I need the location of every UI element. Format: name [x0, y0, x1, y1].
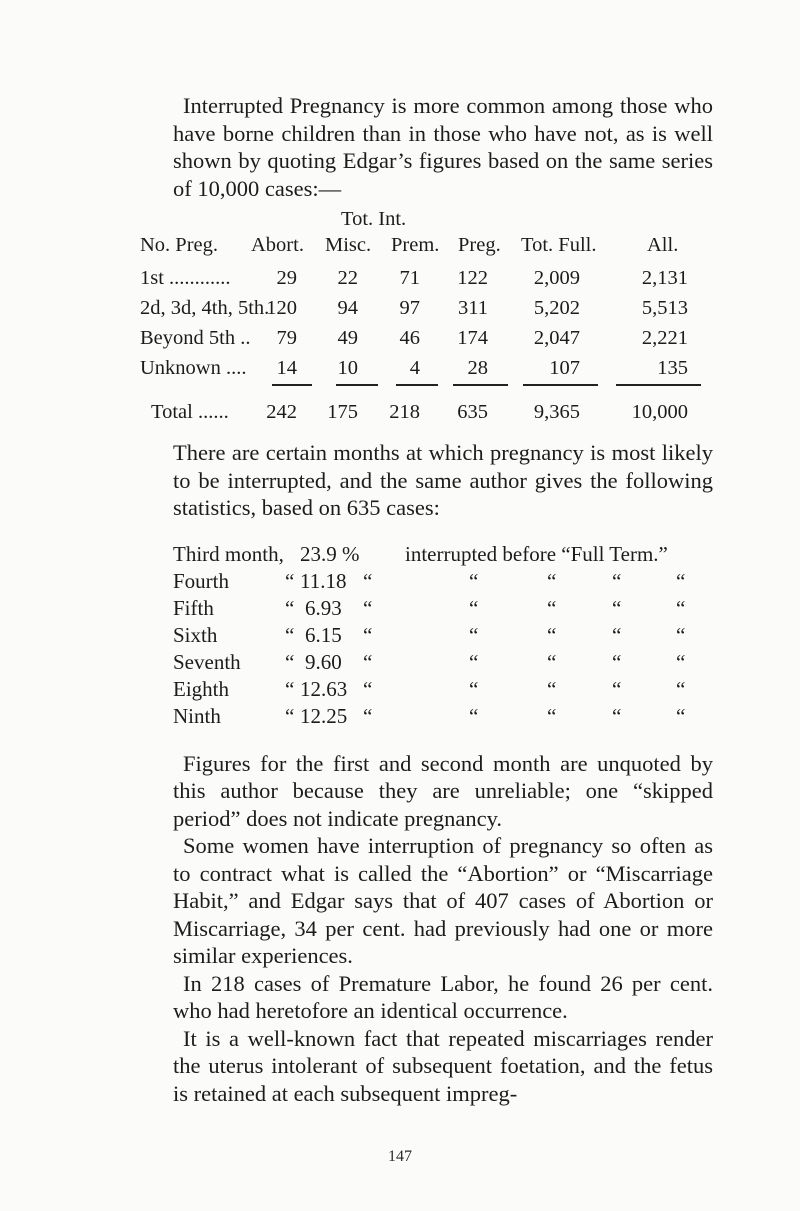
- ditto-mark: “: [285, 649, 295, 674]
- ditto-mark: “: [612, 703, 622, 728]
- month-percent: 23.9 %: [300, 541, 360, 566]
- page-number: 147: [388, 1148, 412, 1165]
- ditto-mark: “: [469, 649, 479, 674]
- ditto-mark: “: [612, 649, 622, 674]
- ditto-mark: “: [676, 649, 686, 674]
- ditto-mark: “: [469, 568, 479, 593]
- cell-prem: 4: [409, 357, 420, 379]
- ditto-mark: “: [363, 649, 373, 674]
- col-header-abort: Abort.: [251, 234, 304, 256]
- sum-rule: [336, 384, 378, 386]
- first-second-month-paragraph: Figures for the first and second month are unquoted by this author because they are unreliable; one “skipped period” does not indicate pregnancy.: [173, 750, 713, 831]
- ditto-mark: “: [612, 595, 622, 620]
- month-label: Eighth: [173, 676, 229, 701]
- cell-all: 135: [657, 357, 688, 379]
- row-label: 1st ............: [140, 267, 231, 289]
- total-label: Total ......: [151, 401, 229, 423]
- ditto-mark: “: [469, 703, 479, 728]
- ditto-mark: “: [612, 622, 622, 647]
- ditto-mark: “: [469, 595, 479, 620]
- month-percent: 6.15: [305, 622, 342, 647]
- cell-abort: 79: [276, 327, 297, 349]
- ditto-mark: “: [285, 676, 295, 701]
- cell-full: 107: [549, 357, 580, 379]
- sum-rule: [616, 384, 701, 386]
- col-header-no-preg: No. Preg.: [140, 234, 219, 256]
- cell-misc: 94: [337, 297, 358, 319]
- col-header-prem: Prem.: [391, 234, 440, 256]
- cell-misc: 22: [337, 267, 358, 289]
- row-label: Beyond 5th ..: [140, 327, 251, 349]
- col-header-preg: Preg.: [458, 234, 501, 256]
- ditto-mark: “: [285, 622, 295, 647]
- row-label: 2d, 3d, 4th, 5th.: [140, 297, 270, 319]
- ditto-mark: “: [469, 622, 479, 647]
- ditto-mark: “: [363, 568, 373, 593]
- ditto-mark: “: [547, 595, 557, 620]
- cell-all: 2,221: [641, 327, 688, 349]
- cell-preg: 311: [458, 297, 488, 319]
- month-label: Seventh: [173, 649, 241, 674]
- ditto-mark: “: [547, 649, 557, 674]
- cell-abort: 29: [276, 267, 297, 289]
- total-full: 9,365: [533, 401, 580, 423]
- sum-rule: [453, 384, 508, 386]
- total-preg: 635: [457, 401, 488, 423]
- month-percent: 12.25: [300, 703, 348, 728]
- ditto-mark: “: [363, 595, 373, 620]
- cell-all: 2,131: [641, 267, 688, 289]
- outcome-table: [140, 204, 713, 466]
- monthly-rate-table: [173, 542, 713, 742]
- cell-misc: 49: [337, 327, 358, 349]
- cell-prem: 46: [399, 327, 420, 349]
- col-header-tot-full: Tot. Full.: [521, 234, 597, 256]
- cell-preg: 28: [467, 357, 488, 379]
- uterus-intolerance-paragraph: It is a well-known fact that repeated miscarriages render the uterus intolerant of subsequent foetation, and the fetus is retained at each subsequent impreg-: [173, 1025, 713, 1106]
- ditto-mark: “: [612, 676, 622, 701]
- total-misc: 175: [327, 401, 358, 423]
- premature-labor-paragraph: In 218 cases of Premature Labor, he found 26 per cent. who had heretofore an identical occurrence.: [173, 970, 713, 1023]
- ditto-mark: “: [547, 676, 557, 701]
- cell-prem: 71: [399, 267, 420, 289]
- ditto-mark: “: [676, 568, 686, 593]
- month-label: Sixth: [173, 622, 218, 647]
- ditto-mark: “: [363, 676, 373, 701]
- cell-full: 2,047: [533, 327, 580, 349]
- total-prem: 218: [389, 401, 420, 423]
- interrupted-note: interrupted before “Full Term.”: [405, 541, 668, 566]
- intro-paragraph: Interrupted Pregnancy is more common among those who have borne children than in those who have not, as is well shown by quoting Edgar’s figures based on the same series of 10,000 cases:—: [173, 93, 713, 201]
- sum-rule: [396, 384, 438, 386]
- month-percent: 11.18: [300, 568, 347, 593]
- ditto-mark: “: [676, 676, 686, 701]
- ditto-mark: “: [676, 595, 686, 620]
- ditto-mark: “: [285, 568, 295, 593]
- month-percent: 9.60: [305, 649, 342, 674]
- ditto-mark: “: [612, 568, 622, 593]
- month-label: Fourth: [173, 568, 230, 593]
- ditto-mark: “: [285, 703, 295, 728]
- month-percent: 12.63: [300, 676, 348, 701]
- month-label: Fifth: [173, 595, 214, 620]
- cell-abort: 14: [276, 357, 297, 379]
- sum-rule: [272, 384, 312, 386]
- cell-preg: 122: [457, 267, 488, 289]
- abortion-habit-paragraph: Some women have interruption of pregnancy so often as to contract what is called the “Abortion” or “Miscarriage Habit,” and Edgar says that of 407 cases of Abortion or Miscarriage, 34 per cent. had previously had one or more similar experiences.: [173, 833, 713, 968]
- ditto-mark: “: [363, 622, 373, 647]
- col-header-all: All.: [647, 234, 679, 256]
- ditto-mark: “: [285, 595, 295, 620]
- cell-misc: 10: [337, 357, 358, 379]
- cell-all: 5,513: [641, 297, 688, 319]
- total-abort: 242: [266, 401, 297, 423]
- ditto-mark: “: [547, 622, 557, 647]
- cell-preg: 174: [457, 327, 488, 349]
- row-label: Unknown ....: [140, 357, 247, 379]
- ditto-mark: “: [547, 703, 557, 728]
- month-percent: 6.93: [305, 595, 342, 620]
- ditto-mark: “: [676, 622, 686, 647]
- total-all: 10,000: [631, 401, 688, 423]
- col-header-misc: Misc.: [325, 234, 372, 256]
- cell-full: 5,202: [533, 297, 580, 319]
- ditto-mark: “: [676, 703, 686, 728]
- book-page: [140, 92, 713, 1107]
- month-label: Third month,: [173, 541, 284, 566]
- ditto-mark: “: [547, 568, 557, 593]
- ditto-mark: “: [469, 676, 479, 701]
- month-label: Ninth: [173, 703, 221, 728]
- ditto-mark: “: [363, 703, 373, 728]
- cell-full: 2,009: [533, 267, 580, 289]
- months-intro-paragraph: There are certain months at which pregnancy is most likely to be interrupted, and the same author gives the following statistics, based on 635 cases:: [173, 440, 713, 520]
- cell-abort: 120: [266, 297, 297, 319]
- sum-rule: [523, 384, 598, 386]
- table-super-header: Tot. Int.: [341, 208, 407, 230]
- cell-prem: 97: [399, 297, 420, 319]
